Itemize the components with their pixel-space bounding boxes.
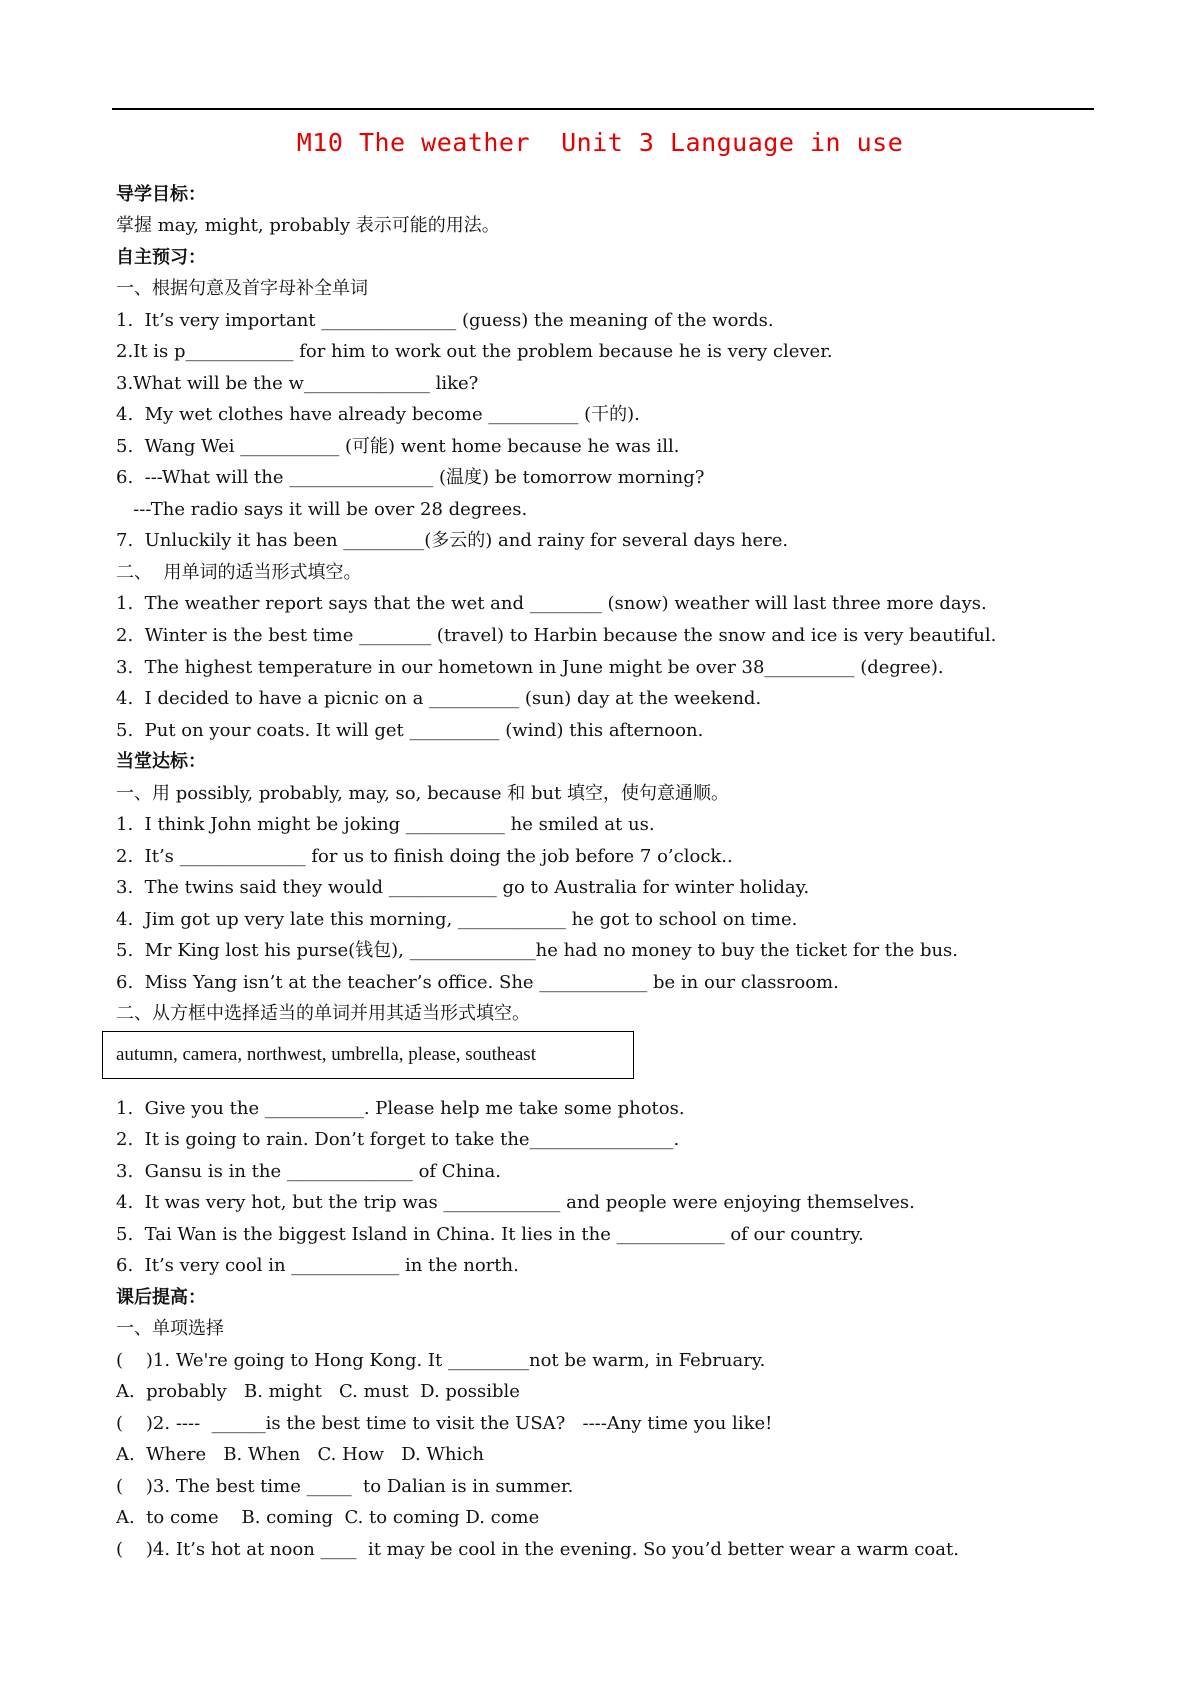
after-heading: 课后提高： xyxy=(116,1287,206,1308)
word-box xyxy=(102,1031,634,1079)
inclass-part2-item: 6. It’s very cool in ____________ in the north. xyxy=(116,1255,519,1276)
goals-heading: 导学目标： xyxy=(116,184,206,205)
page-title: M10 The weather Unit 3 Language in use xyxy=(296,128,904,157)
inclass-part2-item: 3. Gansu is in the ______________ of China. xyxy=(116,1161,501,1182)
preview-part2-title: 二、 用单词的适当形式填空。 xyxy=(116,562,362,583)
after-part1-item: A. probably B. might C. must D. possible xyxy=(116,1381,520,1402)
after-part1-item: ( )1. We're going to Hong Kong. It _________not be warm, in February. xyxy=(116,1350,766,1371)
inclass-part1-title: 一、用 possibly, probably, may, so, because 和 but 填空，使句意通顺。 xyxy=(116,783,730,804)
inclass-part1-item: 4. Jim got up very late this morning, ____________ he got to school on time. xyxy=(116,909,798,930)
preview-part2-item: 5. Put on your coats. It will get __________ (wind) this afternoon. xyxy=(116,720,704,741)
inclass-part1-item: 3. The twins said they would ____________ go to Australia for winter holiday. xyxy=(116,877,810,898)
inclass-part2-item: 4. It was very hot, but the trip was _____________ and people were enjoying themselves. xyxy=(116,1192,915,1213)
after-part1-title: 一、单项选择 xyxy=(116,1318,224,1339)
after-part1-item: ( )2. ---- ______is the best time to visit the USA? ----Any time you like! xyxy=(116,1413,773,1434)
inclass-heading: 当堂达标： xyxy=(116,751,206,772)
after-part1-item: A. to come B. coming C. to coming D. come xyxy=(116,1507,540,1528)
inclass-part1-item: 1. I think John might be joking ___________ he smiled at us. xyxy=(116,814,655,835)
preview-part2-item: 2. Winter is the best time ________ (travel) to Harbin because the snow and ice is very beautiful. xyxy=(116,625,997,646)
header-rule xyxy=(112,108,1094,110)
preview-part1-item: 5. Wang Wei ___________ (可能) went home because he was ill. xyxy=(116,436,680,457)
preview-part1-item: 6. ---What will the ________________ (温度) be tomorrow morning? xyxy=(116,467,705,488)
preview-heading: 自主预习： xyxy=(116,247,206,268)
inclass-part2-item: 2. It is going to rain. Don’t forget to take the________________. xyxy=(116,1129,680,1150)
inclass-part1-item: 5. Mr King lost his purse(钱包), ______________he had no money to buy the ticket for the bus. xyxy=(116,940,959,961)
preview-part2-item: 3. The highest temperature in our hometown in June might be over 38__________ (degree). xyxy=(116,657,944,678)
goals-text: 掌握 may, might, probably 表示可能的用法。 xyxy=(116,215,500,236)
word-box-text: autumn, camera, northwest, umbrella, please, southeast xyxy=(116,1044,536,1065)
inclass-part2-item: 5. Tai Wan is the biggest Island in China. It lies in the ____________ of our country. xyxy=(116,1224,864,1245)
preview-part1-title: 一、根据句意及首字母补全单词 xyxy=(116,278,368,299)
inclass-part2-title: 二、从方框中选择适当的单词并用其适当形式填空。 xyxy=(116,1003,530,1024)
preview-part1-item: 1. It’s very important _______________ (guess) the meaning of the words. xyxy=(116,310,774,331)
preview-part2-item: 1. The weather report says that the wet and ________ (snow) weather will last three more days. xyxy=(116,593,987,614)
inclass-part1-item: 6. Miss Yang isn’t at the teacher’s office. She ____________ be in our classroom. xyxy=(116,972,839,993)
after-part1-item: ( )4. It’s hot at noon ____ it may be cool in the evening. So you’d better wear a warm coat. xyxy=(116,1539,959,1560)
preview-part1-item: 7. Unluckily it has been _________(多云的) and rainy for several days here. xyxy=(116,530,789,551)
preview-part1-item: ---The radio says it will be over 28 degrees. xyxy=(116,499,528,520)
inclass-part2-item: 1. Give you the ___________. Please help me take some photos. xyxy=(116,1098,685,1119)
preview-part1-item: 2.It is p____________ for him to work out the problem because he is very clever. xyxy=(116,341,833,362)
after-part1-item: ( )3. The best time _____ to Dalian is in summer. xyxy=(116,1476,574,1497)
inclass-part1-item: 2. It’s ______________ for us to finish doing the job before 7 o’clock.. xyxy=(116,846,733,867)
preview-part2-item: 4. I decided to have a picnic on a __________ (sun) day at the weekend. xyxy=(116,688,762,709)
preview-part1-item: 3.What will be the w______________ like? xyxy=(116,373,479,394)
after-part1-item: A. Where B. When C. How D. Which xyxy=(116,1444,484,1465)
preview-part1-item: 4. My wet clothes have already become __________ (干的). xyxy=(116,404,640,425)
